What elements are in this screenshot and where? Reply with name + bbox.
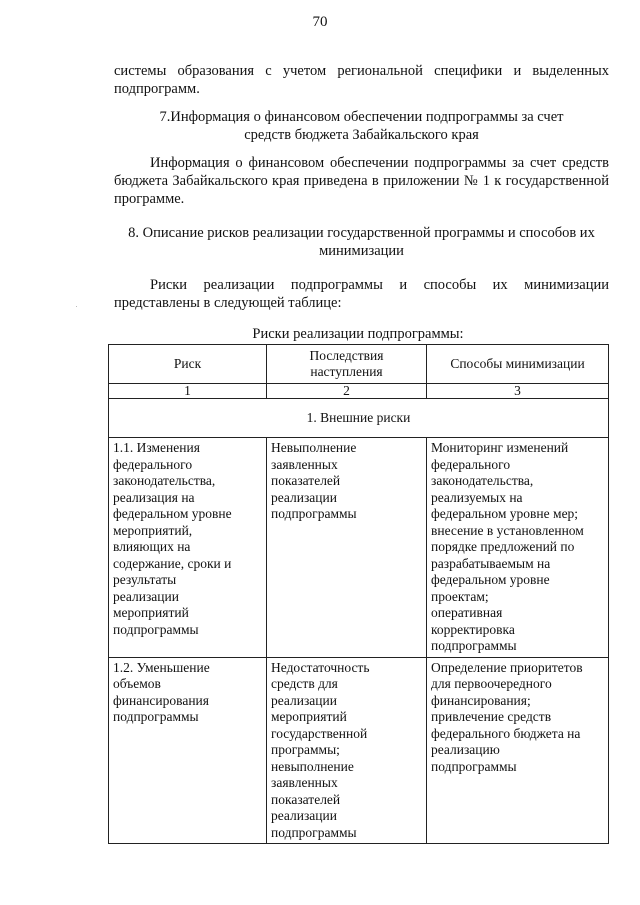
section-7-text: Информация о финансовом обеспечении подпрограммы за счет средств бюджета Забайкальского края приведена в приложении № 1 к государственной программе. [114,155,609,207]
column-number-1: 1 [109,384,267,399]
consequences-cell [267,657,427,844]
header-risk-text: Риск [173,355,202,371]
section-8-heading-line-1: 8. Описание рисков реализации государственной программы и способов их [128,225,595,241]
table-header-row [109,345,609,384]
header-mitigation [427,345,609,384]
section-7-heading-line-2: средств бюджета Забайкальского края [244,127,479,143]
intro-paragraph: системы образования с учетом региональной специфики и выделенных подпрограмм. [114,63,609,97]
table-row [109,657,609,844]
risks-table [108,344,609,844]
header-risk [109,345,267,384]
section-8-text: Риски реализации подпрограммы и способы их минимизации представлены в следующей таблице: [114,277,609,311]
risk-cell [109,657,267,844]
section-8-heading [114,224,609,260]
section-7-heading-line-1: 7.Информация о финансовом обеспечении подпрограммы за счет [159,109,564,125]
column-number-3: 3 [427,384,609,399]
mitigation-text: Определение приоритетов для первоочередного финансирования; привлечение средств федерального бюджета на реализацию подпрограммы [431,659,583,774]
section-row [109,399,609,438]
section-8-heading-line-2: минимизации [319,243,404,259]
risk-text: 1.1. Изменения федерального законодательства, реализация на федеральном уровне мероприятий, влияющих на содержание, сроки и результаты реализации мероприятий подпрограммы [113,440,232,637]
risk-cell [109,438,267,658]
table-row [109,438,609,658]
risk-text: 1.2. Уменьшение объемов финансирования подпрограммы [113,659,210,724]
scan-speck [76,306,77,307]
page-number: 70 [312,14,328,30]
consequences-text: Невыполнение заявленных показателей реализации подпрограммы [271,440,357,521]
section-7-heading [114,108,609,144]
column-number-row [109,384,609,399]
header-mitigation-text: Способы минимизации [450,355,585,371]
consequences-text: Недостаточность средств для реализации мероприятий государственной программы; невыполнение заявленных показателей реализации подпрограммы [271,659,370,840]
table-caption: Риски реализации подпрограммы: [252,326,464,342]
column-number-2: 2 [267,384,427,399]
consequences-cell [267,438,427,658]
mitigation-cell [427,438,609,658]
mitigation-cell [427,657,609,844]
section-title-external-risks: 1. Внешние риски [109,399,609,438]
header-consequences-text: Последствия наступления [309,347,384,379]
mitigation-text: Мониторинг изменений федерального законодательства, реализуемых на федеральном уровне мер; внесение в установленном порядке предложений по разрабатываемым на федеральном уровне проектам; оперативная корректировка подпрограммы [431,440,584,653]
header-consequences [267,345,427,384]
